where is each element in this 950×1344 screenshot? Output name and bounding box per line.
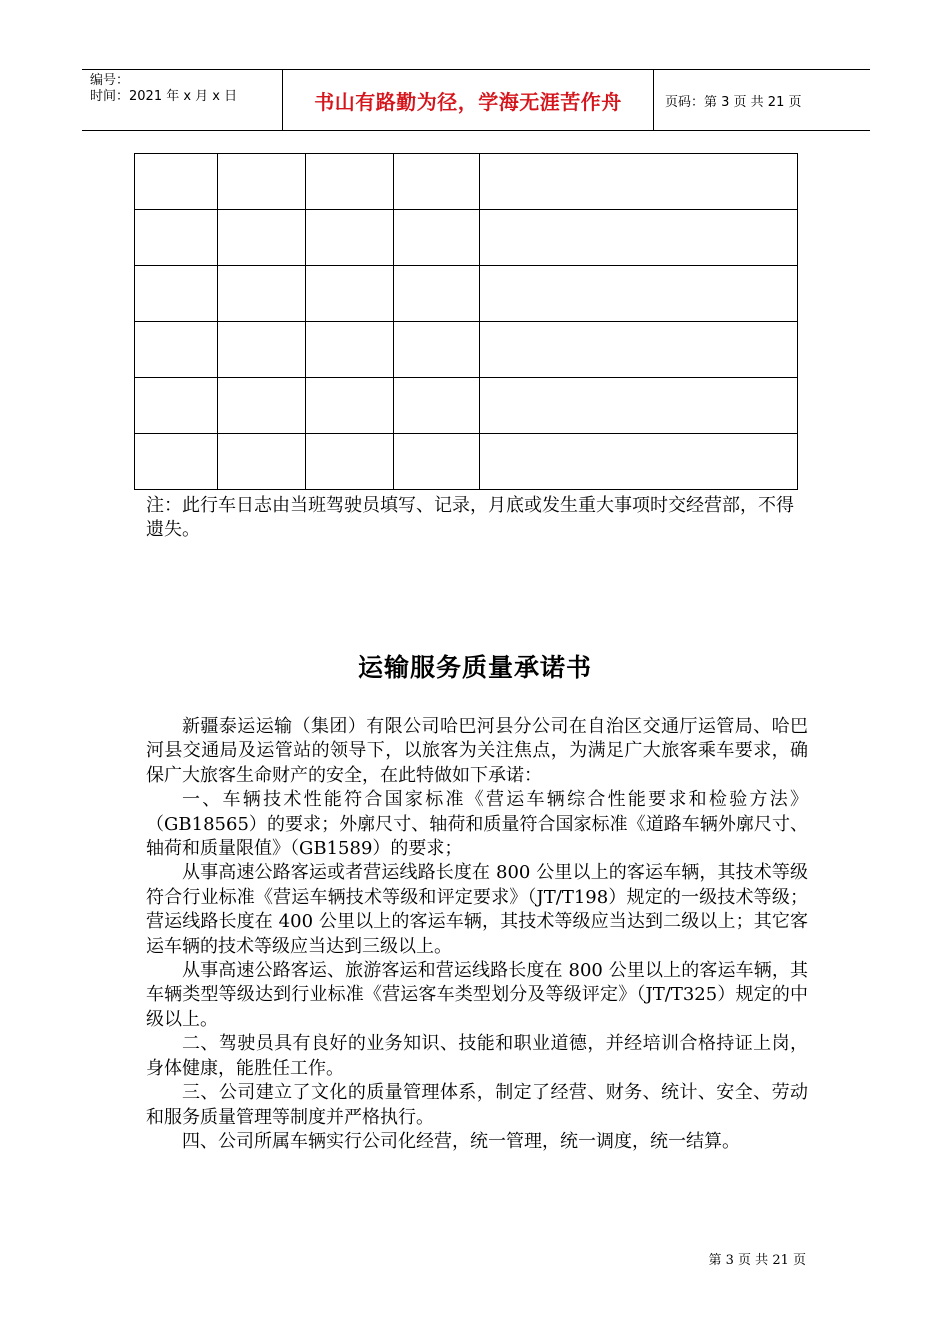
header-page-info: 页码：第 3 页 共 21 页 — [665, 94, 802, 110]
table-cell — [394, 266, 480, 322]
table-cell — [218, 322, 306, 378]
table-row — [135, 434, 798, 490]
table-cell — [218, 266, 306, 322]
table-cell — [306, 210, 394, 266]
table-cell — [394, 322, 480, 378]
table-cell — [135, 210, 218, 266]
table-row — [135, 266, 798, 322]
commitment-body — [146, 715, 808, 1154]
table-cell — [135, 322, 218, 378]
table-cell — [480, 378, 798, 434]
table-cell — [394, 210, 480, 266]
page-footer: 第 3 页 共 21 页 — [708, 1253, 806, 1268]
table-cell — [394, 154, 480, 210]
paragraph: 一、车辆技术性能符合国家标准《营运车辆综合性能要求和检验方法》（GB18565）的要求；外廓尺寸、轴荷和质量符合国家标准《道路车辆外廓尺寸、轴荷和质量限值》（GB1589）的要求； — [146, 789, 808, 860]
table-cell — [218, 378, 306, 434]
paragraph: 四、公司所属车辆实行公司化经营，统一管理，统一调度，统一结算。 — [182, 1130, 740, 1152]
header-meta — [82, 70, 282, 130]
table-cell — [394, 434, 480, 490]
table-cell — [306, 378, 394, 434]
table-cell — [394, 378, 480, 434]
date-line: 时间：2021 年 x 月 x 日 — [90, 89, 238, 104]
table-row — [135, 154, 798, 210]
header-motto: 书山有路勤为径，学海无涯苦作舟 — [282, 70, 654, 130]
page-title: 运输服务质量承诺书 — [357, 653, 592, 682]
table-cell — [480, 322, 798, 378]
paragraph: 从事高速公路客运、旅游客运和营运线路长度在 800 公里以上的客运车辆，其车辆类型等级达到行业标准《营运客车类型划分及等级评定》（JT/T325）规定的中级以上。 — [146, 960, 808, 1030]
table-cell — [480, 154, 798, 210]
table-cell — [480, 434, 798, 490]
table-row — [135, 378, 798, 434]
table-note: 注：此行车日志由当班驾驶员填写、记录，月底或发生重大事项时交经营部，不得遗失。 — [146, 495, 794, 540]
table-cell — [306, 322, 394, 378]
table-cell — [135, 434, 218, 490]
serial-label: 编号： — [90, 73, 130, 88]
table-row — [135, 322, 798, 378]
page-header — [82, 69, 870, 131]
table-cell — [135, 154, 218, 210]
paragraph: 二、驾驶员具有良好的业务知识、技能和职业道德，并经培训合格持证上岗，身体健康，能胜任工作。 — [146, 1033, 808, 1079]
table-cell — [306, 434, 394, 490]
table-cell — [306, 154, 394, 210]
paragraph: 从事高速公路客运或者营运线路长度在 800 公里以上的客运车辆，其技术等级符合行业标准《营运车辆技术等级和评定要求》（JT/T198）规定的一级技术等级；营运线路长度在 400 公里以上的客运车辆，其技术等级应当达到二级以上；其它客运车辆的技术等级应当达到三级以上。 — [146, 862, 808, 957]
table-cell — [480, 266, 798, 322]
paragraph: 新疆泰运运输（集团）有限公司哈巴河县分公司在自治区交通厅运管局、哈巴河县交通局及运管站的领导下，以旅客为关注焦点，为满足广大旅客乘车要求，确保广大旅客生命财产的安全，在此特做如下承诺： — [146, 716, 808, 786]
table-row — [135, 210, 798, 266]
table-cell — [218, 210, 306, 266]
table-cell — [135, 266, 218, 322]
paragraph: 三、公司建立了文化的质量管理体系，制定了经营、财务、统计、安全、劳动和服务质量管理等制度并严格执行。 — [146, 1082, 808, 1128]
table-cell — [135, 378, 218, 434]
table-cell — [218, 154, 306, 210]
table-cell — [218, 434, 306, 490]
table-cell — [306, 266, 394, 322]
table-cell — [480, 210, 798, 266]
driving-log-table — [134, 153, 798, 490]
